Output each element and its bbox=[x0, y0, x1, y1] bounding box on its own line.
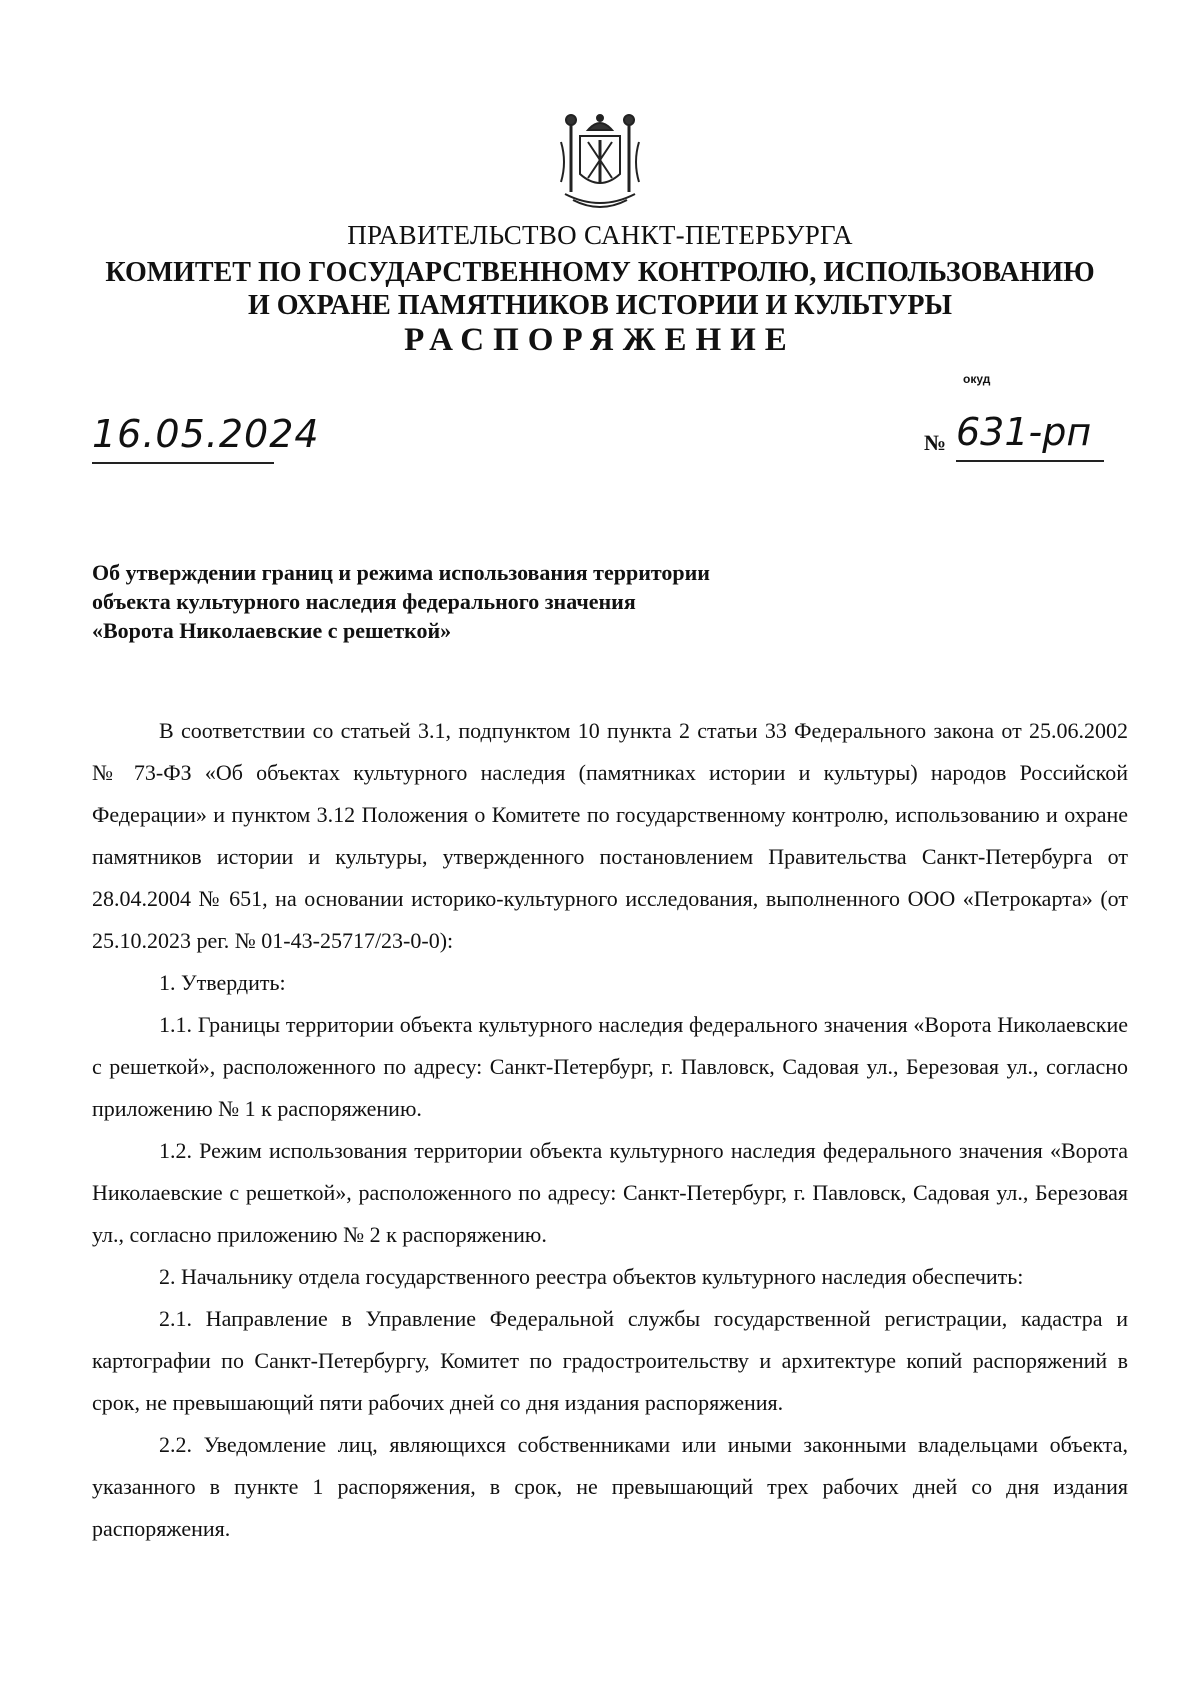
government-name: ПРАВИТЕЛЬСТВО САНКТ-ПЕТЕРБУРГА bbox=[347, 220, 853, 250]
number-underline bbox=[956, 460, 1104, 462]
paragraph-2-2: 2.2. Уведомление лиц, являющихся собственниками или иными законными владельцами объекта, указанного в пункте 1 распоряжения, в срок, не превышающий трех рабочих дней со дня издания распоряжения. bbox=[92, 1432, 1128, 1541]
document-subject bbox=[92, 558, 852, 645]
subject-line-2: объекта культурного наследия федерального значения bbox=[92, 589, 636, 614]
document-number: 631-рп bbox=[956, 410, 1092, 454]
paragraph-2: 2. Начальнику отдела государственного реестра объектов культурного наследия обеспечить: bbox=[159, 1264, 1024, 1289]
paragraph-1-1: 1.1. Границы территории объекта культурного наследия федерального значения «Ворота Николаевские с решеткой», расположенного по адресу: Санкт-Петербург, г. Павловск, Садовая ул., Березовая ул., согласно приложению № 1 к распоряжению. bbox=[92, 1012, 1128, 1121]
subject-line-1: Об утверждении границ и режима использования территории bbox=[92, 560, 710, 585]
paragraph-2-1: 2.1. Направление в Управление Федеральной службы государственной регистрации, кадастра и картографии по Санкт-Петербургу, Комитет по градостроительству и архитектуре копий распоряжений в срок, не превышающий пяти рабочих дней со дня издания распоряжения. bbox=[92, 1306, 1128, 1415]
committee-line-2: И ОХРАНЕ ПАМЯТНИКОВ ИСТОРИИ И КУЛЬТУРЫ bbox=[248, 290, 952, 321]
date-underline bbox=[92, 462, 274, 464]
okud-label: окуд bbox=[963, 372, 991, 386]
paragraph-preamble: В соответствии со статьей 3.1, подпунктом 10 пункта 2 статьи 33 Федерального закона от 25.06.2002 № 73-ФЗ «Об объектах культурного наследия (памятниках истории и культуры) народов Российской Федерации» и пунктом 3.12 Положения о Комитете по государственному контролю, использованию и охране памятников истории и культуры, утвержденного постановлением Правительства Санкт-Петербурга от 28.04.2004 № 651, на основании историко-культурного исследования, выполненного ООО «Петрокарта» (от 25.10.2023 рег. № 01-43-25717/23-0-0): bbox=[92, 718, 1128, 953]
document-body bbox=[92, 710, 1128, 1550]
coat-of-arms-icon bbox=[555, 112, 645, 212]
paragraph-1-2: 1.2. Режим использования территории объекта культурного наследия федерального значения «Ворота Николаевские с решеткой», расположенного по адресу: Санкт-Петербург, г. Павловск, Садовая ул., Березовая ул., согласно приложению № 2 к распоряжению. bbox=[92, 1138, 1128, 1247]
committee-line-1: КОМИТЕТ ПО ГОСУДАРСТВЕННОМУ КОНТРОЛЮ, ИСПОЛЬЗОВАНИЮ bbox=[105, 257, 1095, 288]
subject-line-3: «Ворота Николаевские с решеткой» bbox=[92, 618, 452, 643]
number-sign: № bbox=[924, 430, 947, 455]
committee-name bbox=[0, 256, 1200, 322]
document-date: 16.05.2024 bbox=[92, 412, 320, 456]
paragraph-1: 1. Утвердить: bbox=[159, 970, 286, 995]
document-type: РАСПОРЯЖЕНИЕ bbox=[404, 322, 796, 358]
